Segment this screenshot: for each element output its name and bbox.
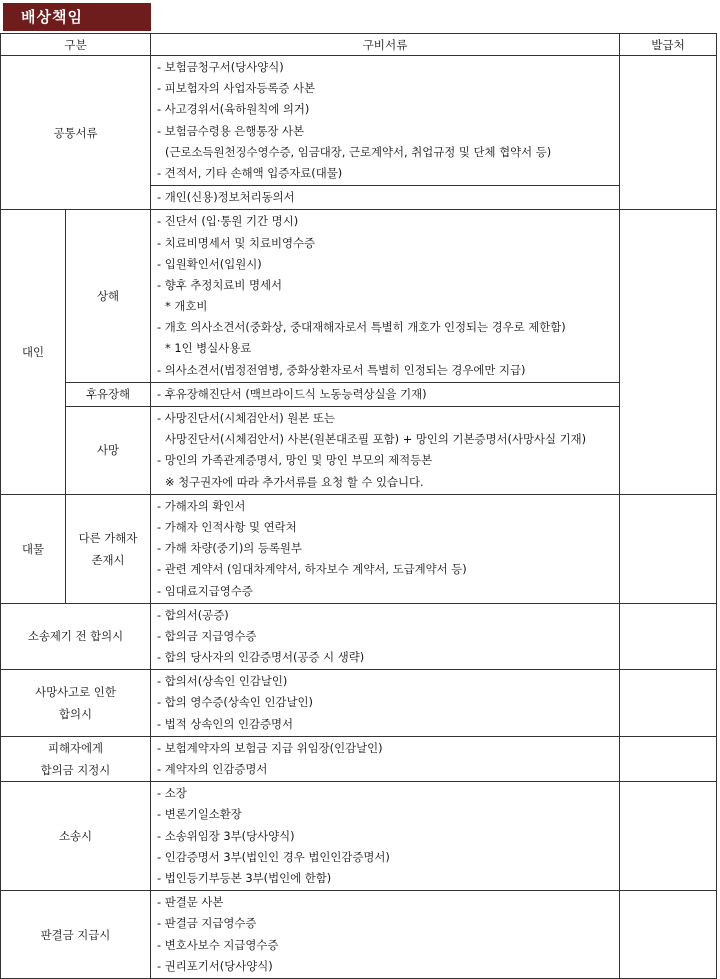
issuer-cell — [620, 736, 717, 781]
document-item: - 피보험자의 사업자등록증 사본 — [157, 81, 316, 96]
docs-cell — [151, 382, 620, 406]
docs-cell — [151, 56, 620, 186]
table-header-row — [1, 34, 717, 56]
label-line: 합의금 지정시 — [40, 763, 111, 777]
document-item: - 법적 상속인의 인감증명서 — [157, 716, 294, 731]
category-cell — [1, 891, 151, 979]
document-item: - 판결문 사본 — [157, 895, 224, 910]
document-item: - 변론기일소환장 — [157, 807, 242, 822]
label-line: 피해자에게 — [47, 741, 104, 755]
label-line: 소송시 — [58, 829, 92, 844]
subcategory-death: 사망 — [66, 407, 151, 495]
document-item: - 임대료지급영수증 — [157, 583, 253, 598]
category-cell — [1, 670, 151, 737]
document-item: - 견적서, 기타 손해액 입증자료(대물) — [157, 165, 343, 180]
document-item: - 합의 당사자의 인감증명서(공증 시 생략) — [157, 650, 365, 665]
document-item: - 개호 의사소견서(중화상, 중대재해자로서 특별히 개호가 인정되는 경우로 제한함) — [157, 320, 566, 335]
document-item: - 개인(신용)정보처리동의서 — [157, 190, 295, 205]
header-documents: 구비서류 — [151, 34, 620, 56]
document-item: - 치료비명세서 및 치료비영수증 — [157, 235, 316, 250]
category-property: 대물 — [1, 494, 66, 603]
document-item: - 보험금수령용 은행통장 사본 — [157, 123, 305, 138]
header-category: 구분 — [1, 34, 151, 56]
label-line: 합의시 — [58, 707, 92, 722]
document-item: - 사망진단서(시체검안서) 원본 또는 — [157, 411, 335, 425]
header-issuer: 발급처 — [620, 34, 717, 56]
issuer-cell — [620, 782, 717, 891]
document-item: - 가해자 인적사항 및 연락처 — [157, 519, 297, 534]
docs-cell — [151, 736, 620, 781]
docs-cell — [151, 670, 620, 737]
table-row — [1, 56, 717, 186]
document-item: - 관련 계약서 (임대차계약서, 하자보수 계약서, 도급계약서 등) — [157, 562, 467, 577]
document-item: - 보험금청구서(당사양식) — [157, 60, 284, 74]
subcategory-disability: 후유장해 — [66, 382, 151, 406]
document-item: - 입원확인서(입원시) — [157, 256, 262, 271]
document-item: - 합의금 지급영수증 — [157, 628, 257, 643]
docs-cell — [151, 782, 620, 891]
document-item: - 가해자의 확인서 — [157, 498, 246, 513]
document-item: - 권리포기서(당사양식) — [157, 958, 273, 973]
document-item: - 판결금 지급영수증 — [157, 916, 257, 931]
document-item: - 가해 차량(중기)의 등록원부 — [157, 541, 302, 556]
category-common: 공통서류 — [1, 56, 151, 210]
section-title: 배상책임 — [3, 3, 151, 31]
document-item: - 소장 — [157, 786, 187, 801]
label-line: 사망사고로 인한 — [35, 685, 116, 700]
document-item: - 소송위임장 3부(당사양식) — [157, 828, 295, 843]
docs-cell — [151, 407, 620, 495]
label-line: 소송제기 전 합의시 — [27, 629, 124, 644]
document-item: - 변호사보수 지급영수증 — [157, 937, 279, 952]
document-item: - 사고경위서(육하원칙에 의거) — [157, 102, 310, 117]
table-row — [1, 670, 717, 737]
category-cell — [1, 782, 151, 891]
issuer-cell — [620, 670, 717, 737]
table-row — [1, 210, 717, 383]
table-row — [1, 782, 717, 891]
document-item: - 합의서(공증) — [157, 607, 229, 622]
table-row — [1, 494, 717, 603]
issuer-cell — [620, 56, 717, 210]
subcategory-other-party — [66, 494, 151, 603]
docs-cell — [151, 494, 620, 603]
category-cell — [1, 736, 151, 781]
document-item: - 후유장해진단서 (맥브라이드식 노동능력상실을 기재) — [157, 386, 427, 401]
document-table — [0, 33, 717, 979]
document-item: (근로소득원천징수영수증, 임금대장, 근로계약서, 취업규정 및 단체 협약서 등) — [165, 144, 552, 159]
table-row — [1, 603, 717, 670]
table-row — [1, 382, 717, 406]
docs-cell — [151, 210, 620, 383]
docs-cell — [151, 186, 620, 210]
table-row — [1, 736, 717, 781]
document-item: - 합의서(상속인 인감날인) — [157, 674, 288, 689]
document-item: - 인감증명서 3부(법인인 경우 법인인감증명서) — [157, 849, 390, 864]
document-item: ※ 청구권자에 따라 추가서류를 요청 할 수 있습니다. — [165, 474, 424, 489]
issuer-cell — [620, 603, 717, 670]
document-item: * 개호비 — [165, 299, 208, 314]
label-line: 존재시 — [91, 552, 125, 567]
category-cell — [1, 603, 151, 670]
document-item: - 향후 추정치료비 명세서 — [157, 277, 283, 292]
document-item: - 의사소견서(법정전염병, 중화상환자로서 특별히 인정되는 경우에만 지급) — [157, 362, 526, 377]
document-item: - 진단서 (입·통원 기간 명시) — [157, 214, 299, 229]
document-item: - 계약자의 인감증명서 — [157, 762, 268, 776]
issuer-cell — [620, 494, 717, 603]
issuer-cell — [620, 891, 717, 979]
issuer-cell — [620, 210, 717, 494]
document-item: * 1인 병실사용료 — [165, 341, 252, 356]
table-row — [1, 891, 717, 979]
docs-cell — [151, 891, 620, 979]
label-line: 다른 가해자 — [78, 530, 138, 545]
document-item: - 법인등기부등본 3부(법인에 한함) — [157, 870, 332, 885]
docs-cell — [151, 603, 620, 670]
document-item: - 망인의 가족관계증명서, 망인 및 망인 부모의 제적등본 — [157, 453, 433, 468]
category-person: 대인 — [1, 210, 66, 494]
document-item: - 합의 영수증(상속인 인감날인) — [157, 695, 313, 710]
document-item: 사망진단서(시체검안서) 사본(원본대조필 포함) + 망인의 기본증명서(사망사실 기재) — [165, 432, 587, 447]
subcategory-injury: 상해 — [66, 210, 151, 383]
label-line: 판결금 지급시 — [40, 927, 111, 942]
document-item: - 보험계약자의 보험금 지급 위임장(인감날인) — [157, 740, 383, 755]
table-row — [1, 407, 717, 495]
